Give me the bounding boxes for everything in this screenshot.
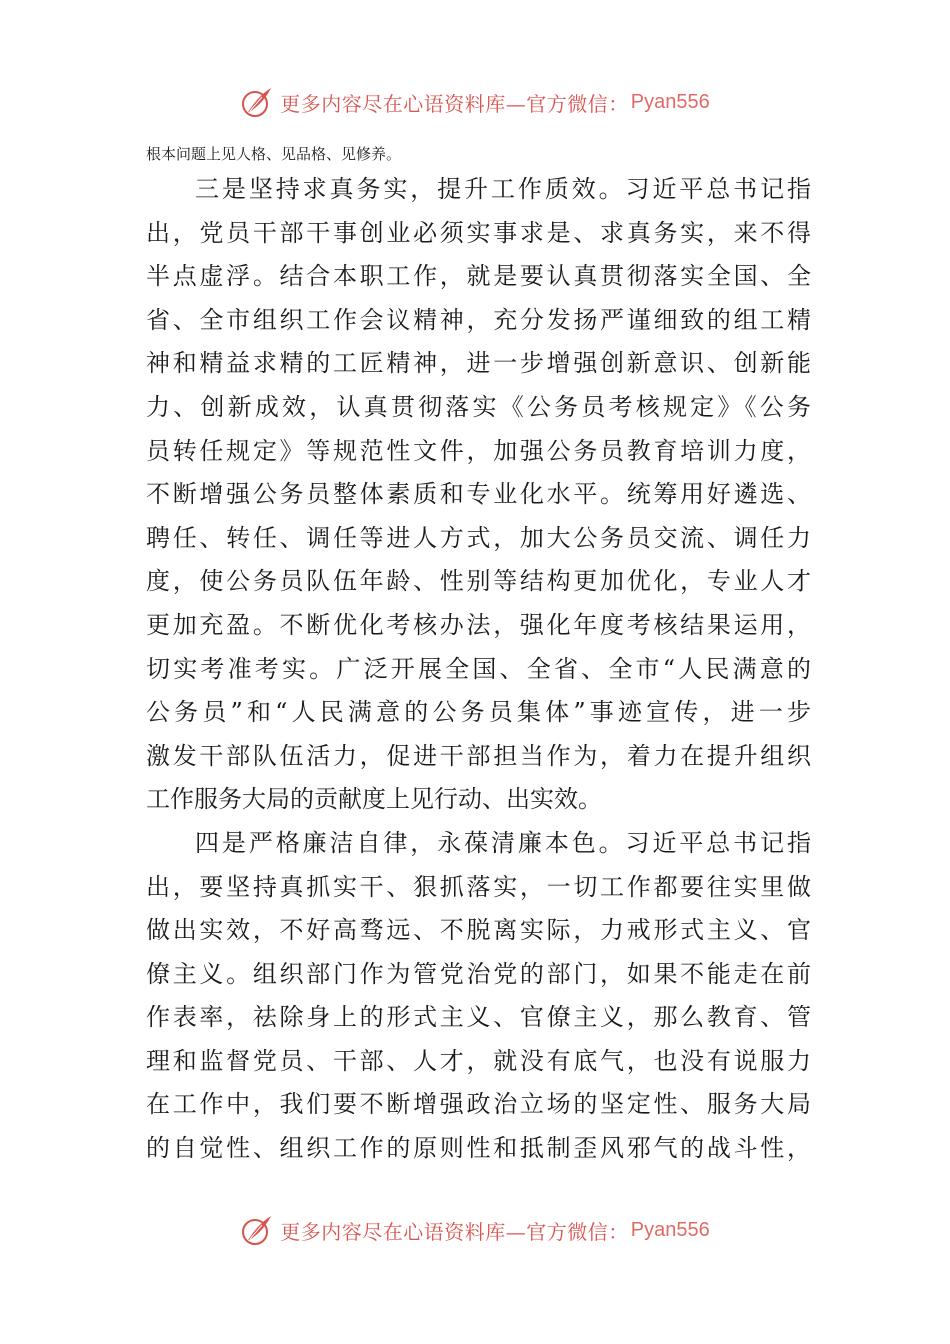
banner-wechat-id: Pyan556 [630,90,710,113]
text-line: 公务员”和“人民满意的公务员集体”事迹宣传，进一步 [146,698,811,727]
banner-wechat-id: Pyan556 [630,1218,710,1241]
text-line: 三是坚持求真务实，提升工作质效。习近平总书记指 [195,175,811,203]
text-line: 激发干部队伍活力，促进干部担当作为，着力在提升组织 [146,741,811,770]
banner-text: 更多内容尽在心语资料库—官方微信： [280,1219,629,1244]
text-line: 员转任规定》等规范性文件，加强公务员教育培训力度， [146,436,811,465]
text-line: 切实考准考实。广泛开展全国、全省、全市“人民满意的 [146,654,811,683]
text-line: 省、全市组织工作会议精神，充分发扬严谨细致的组工精 [146,305,811,334]
text-line: 力、创新成效，认真贯彻落实《公务员考核规定》《公务 [146,392,811,421]
quill-logo-icon [240,1213,274,1247]
footer-banner [0,1208,950,1252]
text-line: 度，使公务员队伍年龄、性别等结构更加优化，专业人才 [146,567,811,596]
text-line: 的自觉性、组织工作的原则性和抵制歪风邪气的战斗性， [146,1134,811,1163]
text-line: 在工作中，我们要不断增强政治立场的坚定性、服务大局 [146,1090,811,1119]
text-line: 做出实效，不好高骛远、不脱离实际，力戒形式主义、官 [146,916,811,945]
text-line: 工作服务大局的贡献度上见行动、出实效。 [146,785,602,814]
header-banner [0,80,950,124]
body-text [146,168,811,1171]
text-line: 神和精益求精的工匠精神，进一步增强创新意识、创新能 [146,349,811,378]
text-line: 出，要坚持真抓实干、狠抓落实，一切工作都要往实里做 [146,872,811,901]
lead-line: 根本问题上见人格、见品格、见修养。 [146,145,402,163]
text-line: 半点虚浮。结合本职工作，就是要认真贯彻落实全国、全 [146,262,811,291]
text-line: 出，党员干部干事创业必须实事求是、求真务实，来不得 [146,218,811,247]
text-line: 四是严格廉洁自律，永葆清廉本色。习近平总书记指 [195,828,811,857]
quill-logo-icon [240,85,274,119]
text-line: 作表率，祛除身上的形式主义、官僚主义，那么教育、管 [146,1003,811,1032]
text-line: 理和监督党员、干部、人才，就没有底气，也没有说服力 [146,1046,811,1075]
text-line: 聘任、转任、调任等进人方式，加大公务员交流、调任力 [146,523,811,552]
text-line: 更加充盈。不断优化考核办法，强化年度考核结果运用， [146,610,811,639]
text-line: 不断增强公务员整体素质和专业化水平。统筹用好遴选、 [146,480,811,509]
banner-text: 更多内容尽在心语资料库—官方微信： [280,91,629,116]
text-line: 僚主义。组织部门作为管党治党的部门，如果不能走在前 [146,959,811,988]
